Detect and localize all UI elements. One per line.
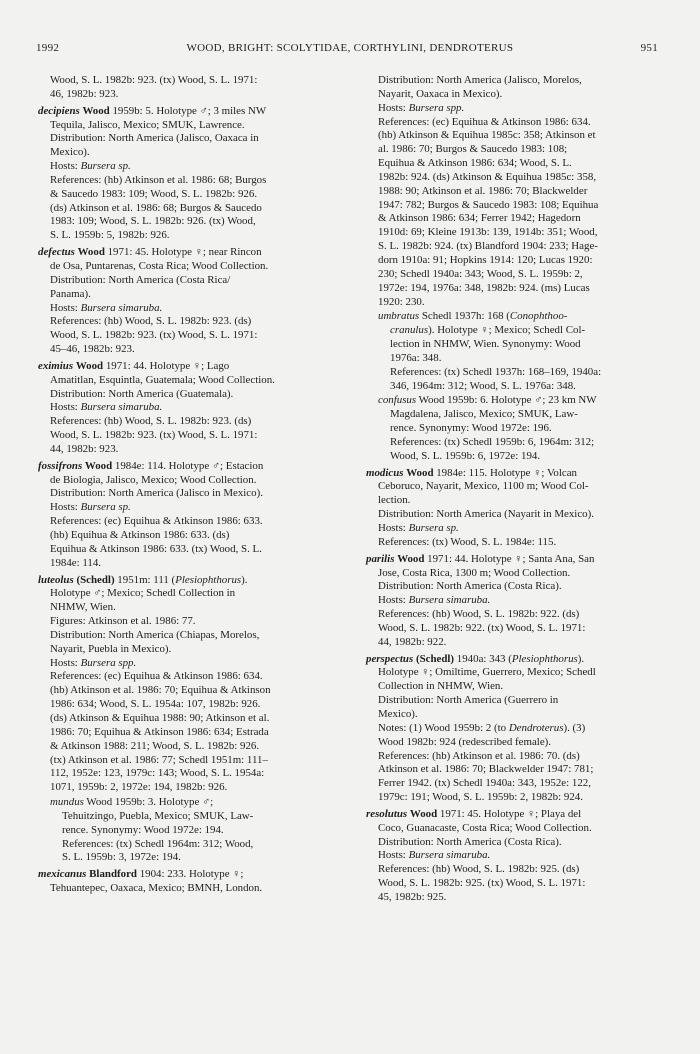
host-name: Bursera simaruba.: [80, 301, 163, 314]
header-running-title: WOOD, BRIGHT: SCOLYTIDAE, CORTHYLINI, DENDROTERUS: [186, 42, 514, 54]
entry-continuation-right: Distribution: North America (Jalisco, Morelos, Nayarit, Oaxaca in Mexico). Hosts: Bursera spp. References: (ec) Equihua & Atkinson 1986: 634. (hb) Atkinson & Equihua 1985c: 358; Atkinson et al. 1986: 70; Burgos & Saucedo 1983: 108; Equihua & Atkinson 1986: 634; Wood, S. L. 1982b: 924. (ds) Atkinson & Equihua 1985c: 358, 1988: 90; Atkinson et al. 1986: 70; Blackwelder 1947: 782; Burgos & Saucedo 1983: 108; Equihua & Atkinson 1986: 634; Ferrer 1942; Hagedorn 1910d: 69; Kleine 1913b: 139, 1914b: 351; Wood, S. L. 1982b: 924. (tx) Blandford 1904: 233; Hage- dorn 1910a: 91; Hopkins 1914: 120; Lucas 1920: 230; Schedl 1940a: 343; Wood, S. L. 1959b: 2, 1972e: 194, 1976a: 348, 1982b: 924. (ms) Lucas 1920: 230.: [378, 74, 599, 308]
entry-luteolus: luteolus (Schedl) 1951m: 111 (Plesiophthorus). Holotype ♂; Mexico; Schedl Collection in NHMW, Wien. Figures: Atkinson et al. 1986: 77. Distribution: North America (Chiapas, Morelos, Nayarit, Puebla in Mexico). Hosts: Bursera spp. References: (ec) Equihua & Atkinson 1986: 634. (hb) Atkinson et al. 1986: 70; Equihua & Atkinson 1986: 634; Wood, S. L. 1954a: 107, 1982b: 926. (ds) Atkinson & Equihua 1988: 90; Atkinson et al. 1986: 70; Equihua & Atkinson 1986: 634; Estrada & Atkinson 1988: 211; Wood, S. L. 1982b: 926. (tx) Atkinson et al. 1986: 77; Schedl 1951m: 111– 112, 1952e: 123, 1979c: 143; Wood, S. L. 1954a: 1071, 1959b: 2, 1972e: 194, 1982b: 926.: [38, 573, 271, 794]
species-author: Wood: [82, 104, 110, 117]
host-name: Bursera sp.: [80, 501, 131, 514]
synonym-name: umbratus: [378, 310, 420, 323]
species-author: Blandford: [89, 868, 137, 881]
entry-umbratus-synonym: umbratus Schedl 1937h: 168 (Conophthoo- cranulus). Holotype ♀; Mexico; Schedl Col- lection in NHMW, Wien. Synonymy: Wood 1976a: 348. References: (tx) Schedl 1937h: 168–169, 1940a: 346, 1964m: 312; Wood, S. L. 1976a: 348.: [378, 310, 602, 392]
host-name: Bursera simaruba.: [80, 401, 163, 414]
host-name: Bursera spp.: [408, 101, 465, 114]
entry-defectus: defectus Wood 1971: 45. Holotype ♀; near Rincon de Osa, Puntarenas, Costa Rica; Wood Collection. Distribution: North America (Costa Rica/ Panama). Hosts: Bursera simaruba. References: (hb) Wood, S. L. 1982b: 923. (ds) Wood, S. L. 1982b: 923. (tx) Wood, S. L. 1971: 45–46, 1982b: 923.: [38, 246, 269, 356]
species-name: luteolus: [38, 573, 74, 586]
entry-confusus-synonym: confusus Wood 1959b: 6. Holotype ♂; 23 km NW Magdalena, Jalisco, Mexico; SMUK, Law- rence. Synonymy: Wood 1972e: 196. References: (tx) Schedl 1959b: 6, 1964m: 312; Wood, S. L. 1959b: 6, 1972e: 194.: [378, 394, 597, 462]
species-author: (Schedl): [415, 652, 455, 665]
entry-resolutus: resolutus Wood 1971: 45. Holotype ♀; Playa del Coco, Guanacaste, Costa Rica; Wood Collection. Distribution: North America (Costa Rica). Hosts: Bursera simaruba. References: (hb) Wood, S. L. 1982b: 925. (ds) Wood, S. L. 1982b: 925. (tx) Wood, S. L. 1971: 45, 1982b: 925.: [366, 807, 592, 903]
running-header: [36, 42, 658, 54]
synonym-name: mundus: [50, 796, 84, 809]
entry-continuation-left: Wood, S. L. 1982b: 923. (tx) Wood, S. L. 1971: 46, 1982b: 923.: [50, 74, 258, 100]
header-year: 1992: [36, 42, 60, 54]
entry-mundus-synonym: mundus Wood 1959b: 3. Holotype ♂; Tehuitzingo, Puebla, Mexico; SMUK, Law- rence. Synonymy: Wood 1972e: 194. References: (tx) Schedl 1964m: 312; Wood, S. L. 1959b: 3, 1972e: 194.: [50, 796, 254, 864]
entry-mexicanus: mexicanus Blandford 1904: 233. Holotype ♀; Tehuantepec, Oaxaca, Mexico; BMNH, London.: [38, 868, 263, 895]
species-name: fossifrons: [38, 459, 83, 472]
species-author: (Schedl): [76, 573, 115, 586]
host-name: Bursera spp.: [80, 656, 137, 669]
species-author: Wood: [409, 807, 438, 820]
entry-fossifrons: fossifrons Wood 1984e: 114. Holotype ♂; Estacion de Biologia, Jalisco, Mexico; Wood Collection. Distribution: North America (Jalisco in Mexico). Hosts: Bursera sp. References: (ec) Equihua & Atkinson 1986: 633. (hb) Equihua & Atkinson 1986: 633. (ds) Equihua & Atkinson 1986: 633. (tx) Wood, S. L. 1984e: 114.: [38, 459, 264, 569]
species-name: eximius: [38, 359, 74, 372]
species-name: parilis: [366, 552, 395, 565]
entry-perspectus: perspectus (Schedl) 1940a: 343 (Plesiophthorus). Holotype ♀; Omiltime, Guerrero, Mexico; Schedl Collection in NHMW, Wien. Distribution: North America (Guerrero in Mexico). Notes: (1) Wood 1959b: 2 (to Dendroterus). (3) Wood 1982b: 924 (redescribed female). References: (hb) Atkinson et al. 1986: 70. (ds) Atkinson et al. 1986: 70; Blackwelder 1947: 781; Ferrer 1942. (tx) Schedl 1940a: 343, 1952e: 122, 1979c: 191; Wood, S. L. 1959b: 2, 1982b: 924.: [366, 652, 596, 804]
entry-parilis: parilis Wood 1971: 44. Holotype ♀; Santa Ana, San Jose, Costa Rica, 1300 m; Wood Collection. Distribution: North America (Costa Rica). Hosts: Bursera simaruba. References: (hb) Wood, S. L. 1982b: 922. (ds) Wood, S. L. 1982b: 922. (tx) Wood, S. L. 1971: 44, 1982b: 922.: [366, 552, 595, 648]
host-name: Bursera sp.: [80, 160, 131, 173]
header-page-number: 951: [640, 42, 658, 54]
species-author: Wood: [77, 246, 105, 259]
species-name: decipiens: [38, 104, 80, 117]
species-name: perspectus: [366, 652, 414, 665]
species-author: Wood: [84, 459, 113, 472]
species-name: resolutus: [366, 807, 408, 820]
host-name: Bursera simaruba.: [408, 594, 491, 607]
species-name: defectus: [38, 246, 75, 259]
species-name: modicus: [366, 466, 404, 479]
species-name: mexicanus: [38, 868, 87, 881]
left-column: [38, 74, 324, 899]
right-column: [366, 74, 652, 908]
entry-modicus: modicus Wood 1984e: 115. Holotype ♀; Volcan Ceboruco, Nayarit, Mexico, 1100 m; Wood Col- lection. Distribution: North America (Nayarit in Mexico). Hosts: Bursera sp. References: (tx) Wood, S. L. 1984e: 115.: [366, 466, 594, 548]
synonym-name: confusus: [378, 394, 417, 407]
species-author: Wood: [406, 466, 434, 479]
host-name: Bursera simaruba.: [408, 849, 491, 862]
entry-decipiens: decipiens Wood 1959b: 5. Holotype ♂; 3 miles NW Tequila, Jalisco, Mexico; SMUK, Lawrence. Distribution: North America (Jalisco, Oaxaca in Mexico). Hosts: Bursera sp. References: (hb) Atkinson et al. 1986: 68; Burgos & Saucedo 1983: 109; Wood, S. L. 1982b: 926. (ds) Atkinson et al. 1986: 68; Burgos & Saucedo 1983: 109; Wood, S. L. 1982b: 926. (tx) Wood, S. L. 1959b: 5, 1982b: 926.: [38, 104, 267, 242]
entry-eximius: eximius Wood 1971: 44. Holotype ♀; Lago Amatitlan, Esquintla, Guatemala; Wood Collection. Distribution: North America (Guatemala). Hosts: Bursera simaruba. References: (hb) Wood, S. L. 1982b: 923. (ds) Wood, S. L. 1982b: 923. (tx) Wood, S. L. 1971: 44, 1982b: 923.: [38, 359, 275, 455]
host-name: Bursera sp.: [408, 522, 459, 534]
species-author: Wood: [75, 359, 104, 372]
species-author: Wood: [397, 552, 425, 565]
